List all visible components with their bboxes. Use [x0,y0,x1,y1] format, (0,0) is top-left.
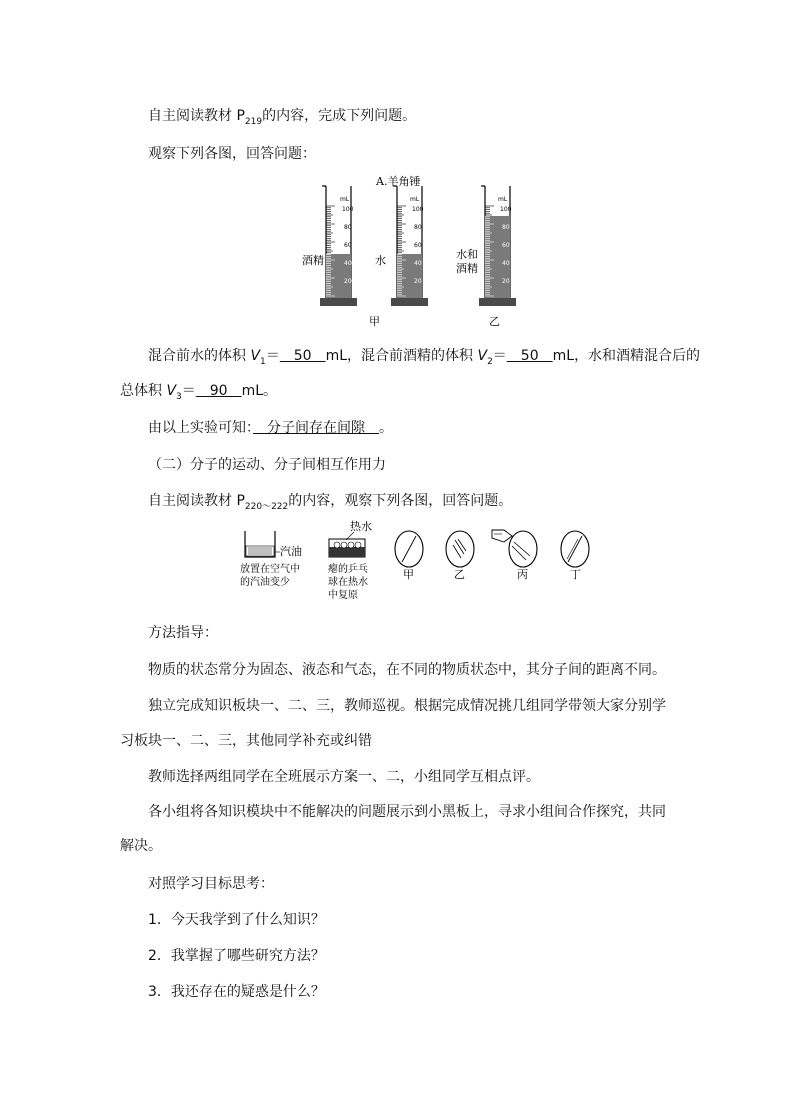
cylinder-mixture [456,186,516,306]
var-sub: 3 [176,391,182,402]
tick-label: 60 [344,242,352,249]
var-v: V [166,383,177,399]
unit-label: mL [340,196,350,203]
procedure-text-5: 解决。 [120,838,162,854]
hot-water-container [328,520,372,601]
equals: ＝ [181,383,196,399]
text: 自主阅读教材 P [148,108,245,124]
text: 总体积 [120,383,167,399]
graduated-cylinders-figure [296,172,536,332]
text: 的内容，观察下列各图，回答问题。 [288,493,513,509]
hot-water-label: 热水 [350,520,372,533]
volume-sentence-2 [0,381,790,407]
panel-yi [446,531,474,581]
var-v: V [477,348,488,364]
hot-caption-1: 瘪的乒乓 [328,564,368,575]
cylinder-water [375,186,428,306]
cylinder-alcohol [302,186,357,306]
tick-label: 80 [414,224,422,231]
text: 自主阅读教材 P [148,493,245,509]
reading-instruction-2 [0,491,790,517]
reading-instruction-1 [0,106,790,132]
reflection-question-2: 2．我掌握了哪些研究方法？ [148,948,325,964]
caption-yi: 乙 [489,315,500,328]
side-label-mixture-1: 水和 [456,248,478,261]
observe-instruction: 观察下列各图，回答问题： [148,146,316,162]
text: 混合前水的体积 [148,348,251,364]
tick-label: 20 [502,278,510,285]
tick-label: 80 [344,224,352,231]
beaker-caption-1: 放置在空气中 [240,564,300,575]
panel-label: 乙 [454,568,465,581]
section-heading: （二）分子的运动、分子间相互作用力 [148,457,386,473]
var-v: V [250,348,261,364]
panel-label: 丁 [570,568,581,581]
page-subscript: 219 [244,116,263,127]
text: mL，混合前酒精的体积 [325,348,478,364]
hand-icon [492,530,512,542]
volume-sentence-1 [0,346,790,372]
answer-total-volume: 90 [195,383,242,399]
procedure-text-1: 独立完成知识板块一、二、三，教师巡视。根据完成情况挑几组同学带领大家分别学 [148,698,666,714]
procedure-text-2: 习板块一、二、三，其他同学补充或纠错 [120,733,372,749]
side-label-mixture-2: 酒精 [456,262,478,275]
tick-label: 100 [412,206,424,213]
hot-caption-2: 球在热水 [328,577,368,588]
hot-caption-3: 中复原 [328,590,358,601]
var-sub: 2 [487,356,493,367]
panel-bing [492,530,537,581]
text: mL。 [241,383,278,399]
tick-label: 20 [344,278,352,285]
tick-label: 80 [502,224,510,231]
side-label-water: 水 [375,254,386,267]
reflection-question-1: 1．今天我学到了什么知识？ [148,912,325,928]
method-guidance-heading: 方法指导： [148,625,218,641]
panel-jia [395,531,423,581]
beaker-caption-2: 的汽油变少 [240,577,290,588]
unit-label: mL [410,196,420,203]
answer-water-volume: 50 [279,348,326,364]
method-guidance-text: 物质的状态常分为固态、液态和气态，在不同的物质状态中，其分子间的距离不同。 [148,662,666,678]
tick-label: 60 [414,242,422,249]
panel-label: 甲 [403,568,414,581]
panel-ding [561,531,589,581]
unit-label: mL [498,196,508,203]
conclusion-sentence [0,418,790,438]
answer-conclusion: 分子间存在间隙 [253,420,379,436]
procedure-text-4: 各小组将各知识模块中不能解决的问题展示到小黑板上，寻求小组间合作探究，共同 [148,804,666,820]
tick-label: 40 [344,260,352,267]
page-subscript: 220～222 [244,501,289,512]
equals: ＝ [492,348,507,364]
answer-alcohol-volume: 50 [506,348,553,364]
gasoline-label: 汽油 [280,545,302,558]
tick-label: 40 [414,260,422,267]
caption-jia: 甲 [369,315,380,328]
text: 由以上实验可知： [148,420,253,436]
text: 的内容，完成下列问题。 [262,108,417,124]
reflection-question-3: 3．我还存在的疑惑是什么？ [148,984,325,1000]
tick-label: 100 [500,206,512,213]
text: mL，水和酒精混合后的 [552,348,701,364]
molecular-motion-figure [236,520,596,606]
reflection-heading: 对照学习目标思考： [148,876,274,892]
tick-label: 100 [342,206,354,213]
overlay-label: A.羊角锤 [376,175,421,188]
tick-label: 40 [502,260,510,267]
text: 。 [379,420,393,436]
gasoline-beaker [240,531,302,588]
tick-label: 20 [414,278,422,285]
procedure-text-3: 教师选择两组同学在全班展示方案一、二，小组同学互相点评。 [148,769,540,785]
var-sub: 1 [260,356,266,367]
side-label-alcohol: 酒精 [302,254,324,267]
equals: ＝ [265,348,280,364]
tick-label: 60 [502,242,510,249]
panel-label: 丙 [517,568,528,581]
